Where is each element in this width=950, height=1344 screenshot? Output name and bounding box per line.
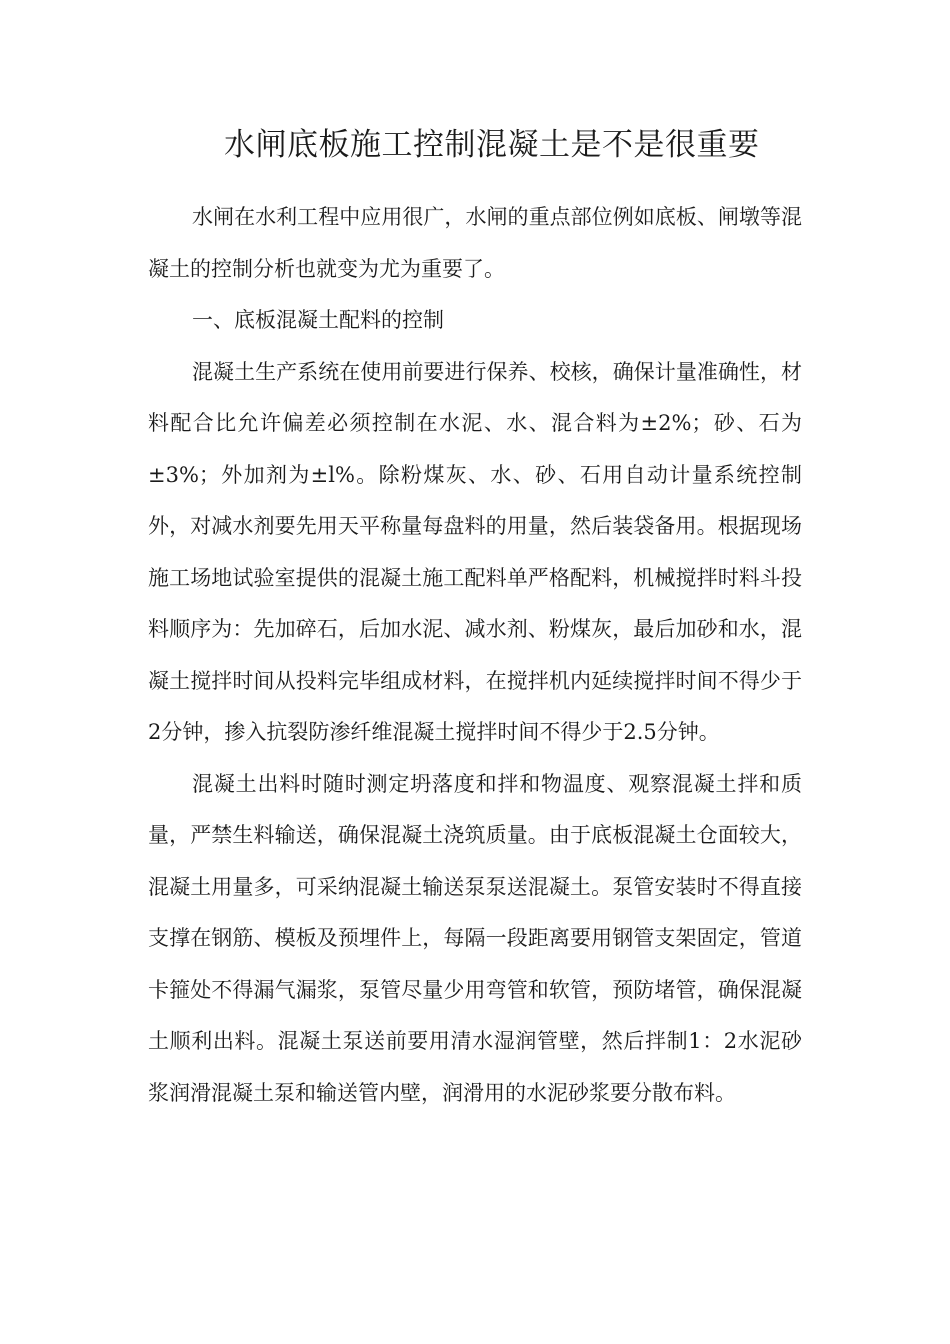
document-title: 水闸底板施工控制混凝土是不是很重要 [224,127,760,163]
paragraph-pumping: 混凝土出料时随时测定坍落度和拌和物温度、观察混凝土拌和质量，严禁生料输送，确保混凝土浇筑质量。由于底板混凝土仓面较大，混凝土用量多，可采纳混凝土输送泵泵送混凝土。泵管安装时不得直接支撑在钢筋、模板及预埋件上，每隔一段距离要用钢管支架固定，管道卡箍处不得漏气漏浆，泵管尽量少用弯管和软管，预防堵管，确保混凝土顺利出料。混凝土泵送前要用清水湿润管壁，然后拌制1：2水泥砂浆润滑混凝土泵和输送管内壁，润滑用的水泥砂浆要分散布料。 [148,771,802,1105]
paragraph-batching-system: 混凝土生产系统在使用前要进行保养、校核，确保计量准确性，材料配合比允许偏差必须控制在水泥、水、混合料为±2%；砂、石为±3%；外加剂为±l%。除粉煤灰、水、砂、石用自动计量系统控制外，对减水剂要先用天平称量每盘料的用量，然后装袋备用。根据现场施工场地试验室提供的混凝土施工配料单严格配料，机械搅拌时料斗投料顺序为：先加碎石，后加水泥、减水剂、粉煤灰，最后加砂和水，混凝土搅拌时间从投料完毕组成材料，在搅拌机内延续搅拌时间不得少于2分钟，掺入抗裂防渗纤维混凝土搅拌时间不得少于2.5分钟。 [148,359,802,744]
section-heading-batching-control: 一、底板混凝土配料的控制 [192,308,444,332]
paragraph-intro: 水闸在水利工程中应用很广，水闸的重点部位例如底板、闸墩等混凝土的控制分析也就变为尤为重要了。 [148,205,802,281]
document-body [148,192,802,1119]
